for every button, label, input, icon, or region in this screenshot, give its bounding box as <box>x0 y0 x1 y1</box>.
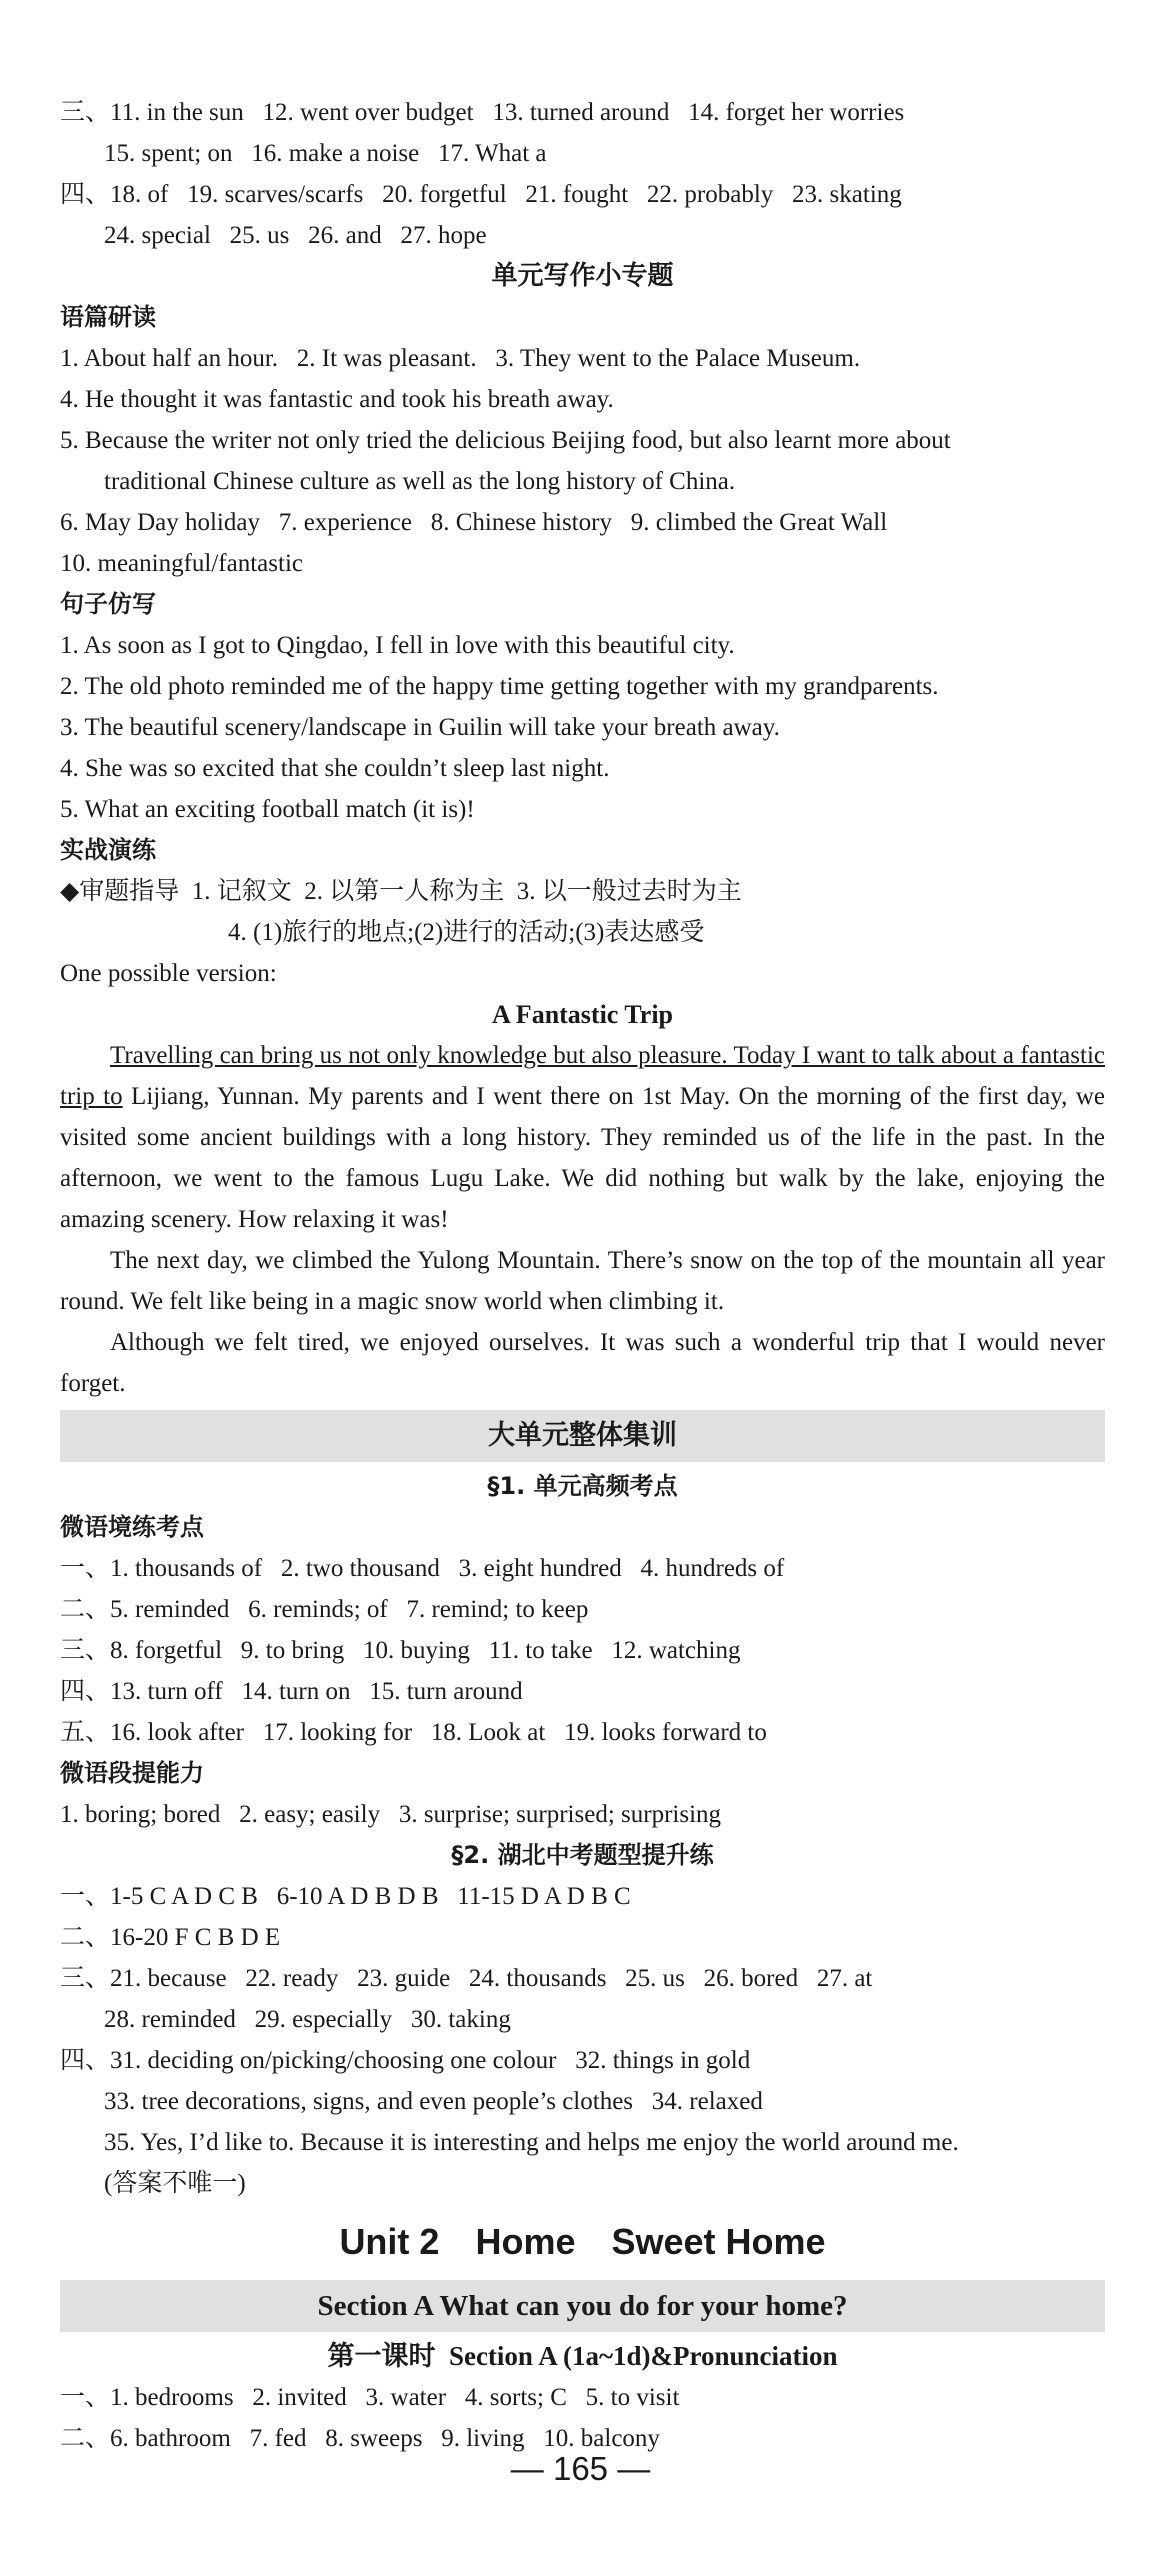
answer-line: 2. The old photo reminded me of the happy time getting together with my grandparents. <box>60 673 939 700</box>
answer-line: 33. tree decorations, signs, and even people’s clothes 34. relaxed <box>104 2088 763 2115</box>
answer-line: 二、6. bathroom 7. fed 8. sweeps 9. living 10. balcony <box>60 2425 660 2452</box>
answer-line: 四、13. turn off 14. turn on 15. turn around <box>60 1678 523 1705</box>
section-band-unit-review: 大单元整体集训 <box>60 1410 1105 1462</box>
guide-line: ◆审题指导 1. 记叙文 2. 以第一人称为主 3. 以一般过去时为主 <box>60 878 742 905</box>
unit-title-words: Sweet Home <box>611 2221 826 2262</box>
possible-version-label: One possible version: <box>60 960 277 987</box>
answer-line: 28. reminded 29. especially 30. taking <box>104 2006 511 2033</box>
page-number: — 165 — <box>510 2450 651 2487</box>
unit-title-word: Home <box>475 2221 576 2262</box>
answer-line: 一、1. bedrooms 2. invited 3. water 4. sorts; C 5. to visit <box>60 2384 680 2411</box>
answer-line: 三、11. in the sun 12. went over budget 13. turned around 14. forget her worries <box>60 99 905 126</box>
answer-line: 10. meaningful/fantastic <box>60 550 303 577</box>
answer-line: 三、8. forgetful 9. to bring 10. buying 11. to take 12. watching <box>60 1637 741 1664</box>
essay-title: A Fantastic Trip <box>491 1000 674 1029</box>
subheading-imitation: 句子仿写 <box>60 590 156 618</box>
essay-underlined-text: Travelling can bring us not only knowledge but also pleasure. Today I want to talk about a fantastic trip to <box>60 1042 1105 1110</box>
answer-line: 1. boring; bored 2. easy; easily 3. surprise; surprised; surprising <box>60 1801 722 1828</box>
answer-line: 四、31. deciding on/picking/choosing one colour 32. things in gold <box>60 2047 751 2074</box>
answer-line: 5. What an exciting football match (it is)! <box>60 796 475 823</box>
answer-line: 15. spent; on 16. make a noise 17. What a <box>104 140 547 167</box>
answer-line: 6. May Day holiday 7. experience 8. Chinese history 9. climbed the Great Wall <box>60 509 888 536</box>
answer-line: 1. As soon as I got to Qingdao, I fell in love with this beautiful city. <box>60 632 735 659</box>
essay-paragraph: The next day, we climbed the Yulong Mountain. There’s snow on the top of the mountain all year round. We felt like being in a magic snow world when climbing it. <box>60 1247 1105 1315</box>
subsection-title: §2. 湖北中考题型提升练 <box>451 1841 714 1869</box>
essay-paragraph: Although we felt tired, we enjoyed ourselves. It was such a wonderful trip that I would never forget. <box>60 1329 1105 1397</box>
subheading-reading: 语篇研读 <box>60 303 156 331</box>
answer-line: 五、16. look after 17. looking for 18. Look at 19. looks forward to <box>60 1719 767 1746</box>
answer-line: traditional Chinese culture as well as the long history of China. <box>104 468 736 495</box>
answer-line: 4. She was so excited that she couldn’t sleep last night. <box>60 755 610 782</box>
answer-line: 三、21. because 22. ready 23. guide 24. thousands 25. us 26. bored 27. at <box>60 1965 873 1992</box>
section-band: Section A What can you do for your home? <box>60 2280 1105 2332</box>
subsection-title: §1. 单元高频考点 <box>487 1472 678 1500</box>
answer-line: 4. He thought it was fantastic and took his breath away. <box>60 386 614 413</box>
unit-heading <box>60 2210 1105 2274</box>
subheading-micro: 微语境练考点 <box>60 1513 204 1541</box>
answer-line: 一、1-5 C A D C B 6-10 A D B D B 11-15 D A D B C <box>60 1883 631 1910</box>
answer-page <box>60 92 1105 2459</box>
lesson-title: 第一课时 Section A (1a~1d)&Pronunciation <box>327 2341 838 2371</box>
essay-text: Lijiang, Yunnan. My parents and I went there on 1st May. On the morning of the first day, we visited some ancient buildings with a long history. They reminded us of the life in the past. In the afternoon, we went to the famous Lugu Lake. We did nothing but walk by the lake, enjoying the amazing scenery. How relaxing it was! <box>60 1083 1105 1233</box>
subheading-practice: 实战演练 <box>60 836 156 864</box>
answer-line: 一、1. thousands of 2. two thousand 3. eight hundred 4. hundreds of <box>60 1555 785 1582</box>
answer-line: 1. About half an hour. 2. It was pleasant. 3. They went to the Palace Museum. <box>60 345 861 372</box>
answer-line: 35. Yes, I’d like to. Because it is interesting and helps me enjoy the world around me. <box>104 2129 959 2156</box>
answer-line: 二、5. reminded 6. reminds; of 7. remind; to keep <box>60 1596 589 1623</box>
guide-line: 4. (1)旅行的地点;(2)进行的活动;(3)表达感受 <box>228 919 705 946</box>
answer-line: 二、16-20 F C B D E <box>60 1924 281 1951</box>
answer-line: (答案不唯一) <box>104 2170 246 2197</box>
section-title-writing: 单元写作小专题 <box>491 261 674 291</box>
answer-line: 四、18. of 19. scarves/scarfs 20. forgetful 21. fought 22. probably 23. skating <box>60 181 902 208</box>
answer-line: 24. special 25. us 26. and 27. hope <box>104 222 487 249</box>
subheading-paragraph: 微语段提能力 <box>60 1759 204 1787</box>
essay-paragraph <box>60 1035 1105 1240</box>
unit-label: Unit 2 <box>339 2221 440 2262</box>
answer-line: 3. The beautiful scenery/landscape in Guilin will take your breath away. <box>60 714 780 741</box>
answer-line: 5. Because the writer not only tried the delicious Beijing food, but also learnt more about <box>60 427 951 454</box>
